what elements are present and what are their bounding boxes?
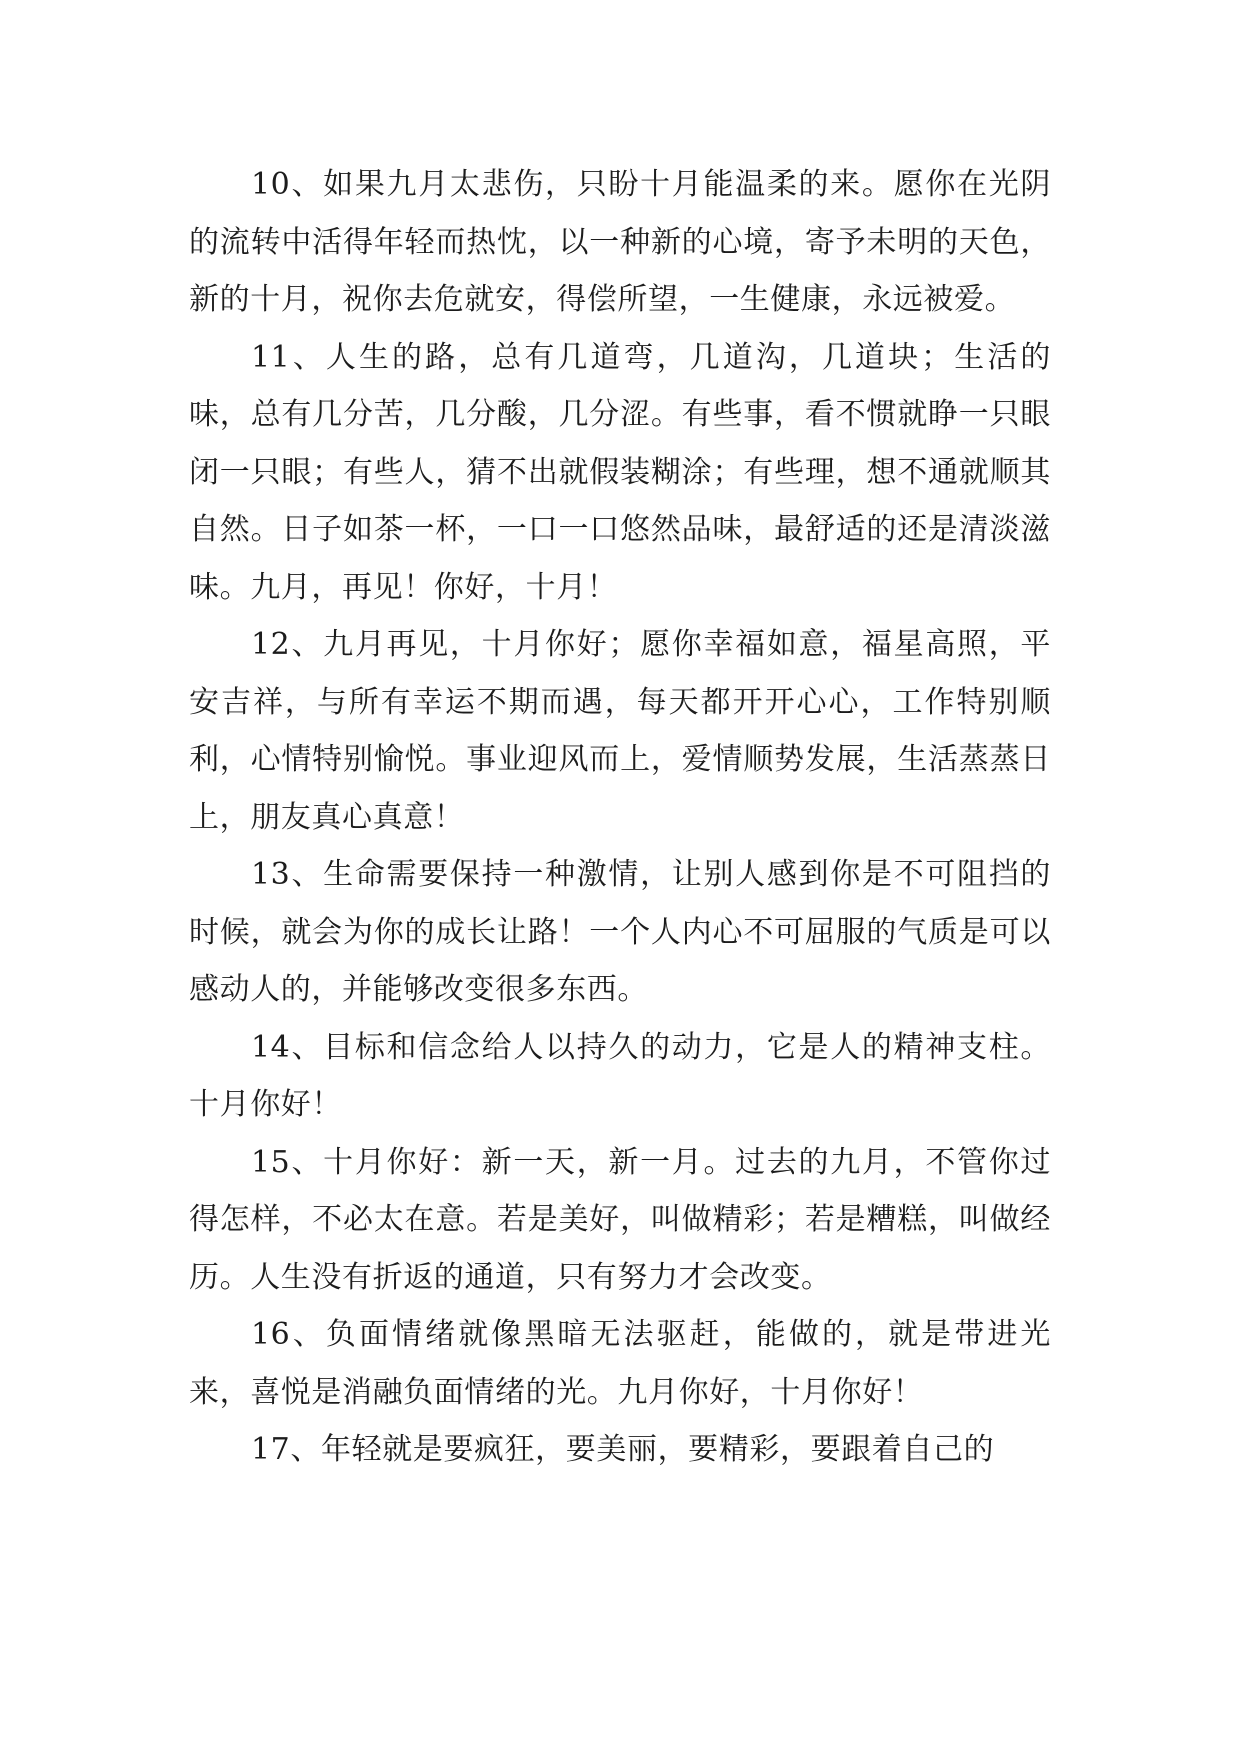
paragraph-15: 15、十月你好：新一天，新一月。过去的九月，不管你过得怎样，不必太在意。若是美好，叫做精彩；若是糟糕，叫做经历。人生没有折返的通道，只有努力才会改变。 bbox=[189, 1144, 1051, 1295]
paragraph-11: 11、人生的路，总有几道弯，几道沟，几道块；生活的味，总有几分苦，几分酸，几分涩。有些事，看不惯就睁一只眼闭一只眼；有些人，猜不出就假装糊涂；有些理，想不通就顺其自然。日子如茶一杯，一口一口悠然品味，最舒适的还是清淡滋味。九月，再见！你好，十月！ bbox=[189, 339, 1051, 605]
paragraph-12: 12、九月再见，十月你好；愿你幸福如意，福星高照，平安吉祥，与所有幸运不期而遇，每天都开开心心，工作特别顺利，心情特别愉悦。事业迎风而上，爱情顺势发展，生活蒸蒸日上，朋友真心真意！ bbox=[189, 627, 1051, 835]
paragraph-13: 13、生命需要保持一种激情，让别人感到你是不可阻挡的时候，就会为你的成长让路！一个人内心不可屈服的气质是可以感动人的，并能够改变很多东西。 bbox=[189, 857, 1051, 1007]
document-body bbox=[189, 156, 1051, 1479]
paragraph-14: 14、目标和信念给人以持久的动力，它是人的精神支柱。十月你好！ bbox=[189, 1029, 1051, 1122]
paragraph-17: 17、年轻就是要疯狂，要美丽，要精彩，要跟着自己的 bbox=[251, 1432, 995, 1467]
paragraph-16: 16、负面情绪就像黑暗无法驱赶，能做的，就是带进光来，喜悦是消融负面情绪的光。九月你好，十月你好！ bbox=[189, 1317, 1051, 1410]
paragraph-10: 10、如果九月太悲伤，只盼十月能温柔的来。愿你在光阴的流转中活得年轻而热忱，以一种新的心境，寄予未明的天色，新的十月，祝你去危就安，得偿所望，一生健康，永远被爱。 bbox=[189, 167, 1051, 317]
